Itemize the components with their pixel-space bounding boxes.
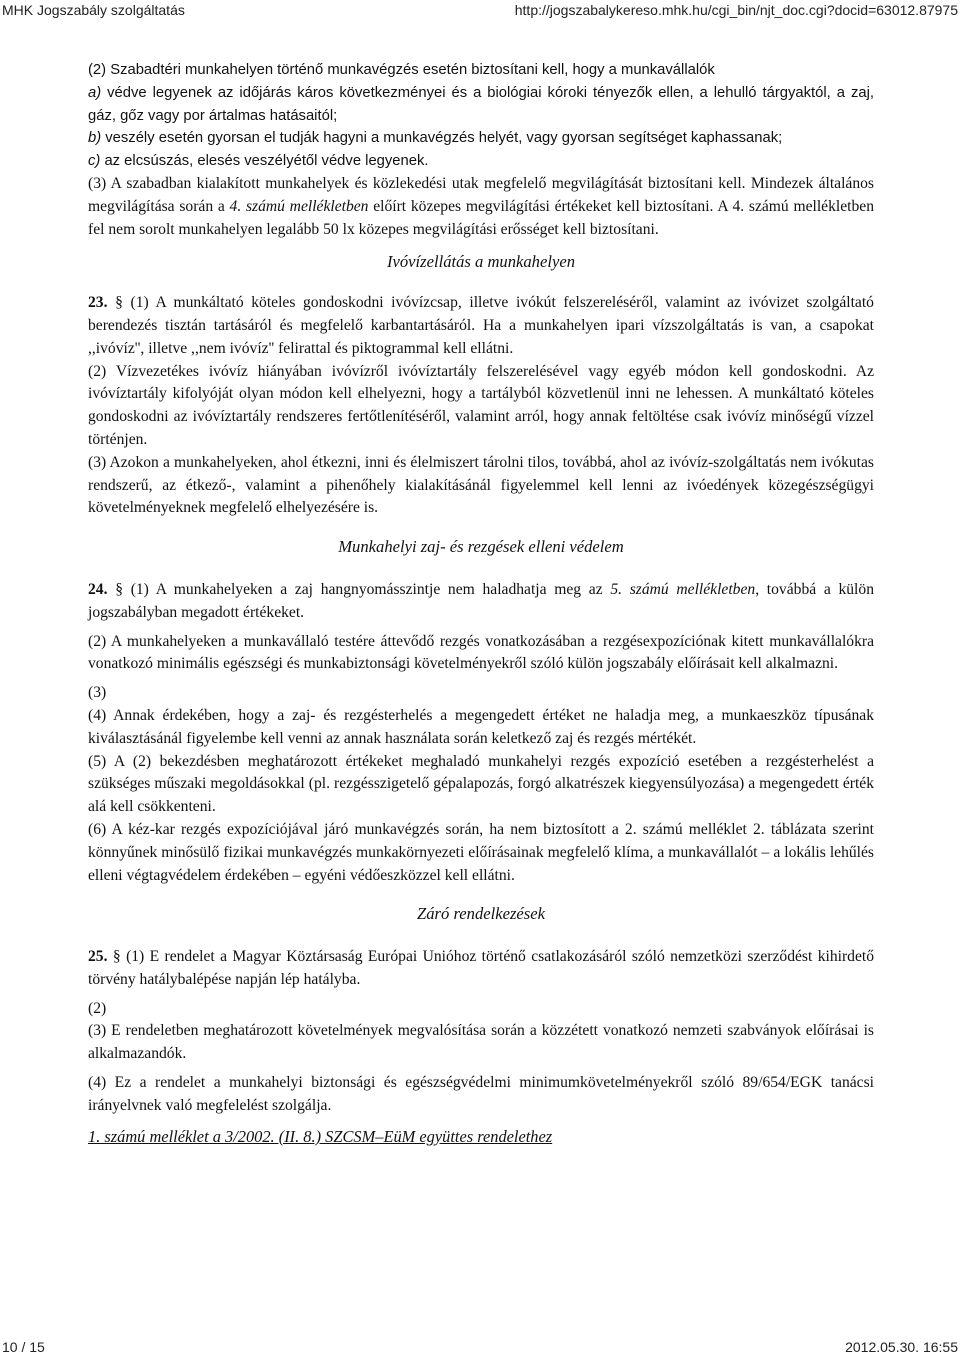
section-25-number: 25.: [88, 948, 108, 966]
section-24-para-4: (4) Annak érdekében, hogy a zaj- és rezgésterhelés a megengedett értéket ne haladja meg, a munkaeszköz típusának kiválasztásánál figyelembe kell venni az annak használata során keletkező zaj és rezgés mértékét.: [88, 706, 874, 747]
section-23-para-2: (2) Vízvezetékes ivóvíz hiányában ivóvízről ivóvíztartály felszerelésével vagy egyéb módon kell gondoskodni. Az ivóvíztartály kifolyóját olyan módon kell elhelyezni, hogy a tartályból közvetlenül inni ne lehessen. A munkáltató köteles gondoskodni az ivóvíztartály rendszeres fertőtlenítéséről, valamint arról, hogy annak feltöltése csak ivóvíz minőségű vízzel történjen.: [88, 362, 874, 448]
section-24-para-2: (2) A munkahelyeken a munkavállaló testére áttevődő rezgés vonatkozásában a rezgésexpozíciónak kitett munkavállalókra vonatkozó minimális egészségi és munkabiztonsági követelményekről szóló külön jogszabály előírásait kell alkalmazni.: [88, 632, 874, 673]
footer-page-number: 10 / 15: [2, 1339, 45, 1355]
section-25-para-3: (3) E rendeletben meghatározott követelmények megvalósítása során a közzétett vonatkozó nemzeti szabványok előírásai is alkalmazandók.: [88, 1022, 874, 1063]
footer-timestamp: 2012.05.30. 16:55: [845, 1339, 958, 1355]
list-text-c: az elcsúszás, elesés veszélyétől védve legyenek.: [100, 153, 429, 170]
section-24-para-6: (6) A kéz-kar rezgés expozíciójával járó munkavégzés során, ha nem biztosított a 2. számú melléklet 2. táblázata szerint könnyűnek minősülő fizikai munkavégzés munkakörnyezeti előírásainak megfelelő klíma, a munkavállalót – a lokális lehűlés elleni végtagvédelem érdekében – egyéni védőeszközzel kell ellátni.: [88, 820, 874, 884]
paragraph-outdoor-intro: (2) Szabadtéri munkahelyen történő munkavégzés esetén biztosítani kell, hogy a munkavállalók: [88, 62, 715, 78]
section-25-text-1: (1) E rendelet a Magyar Köztársaság Európai Unióhoz történő csatlakozásáról szóló nemzetközi szerződést kihirdető törvény hatálybalépése napján lép hatályba.: [88, 948, 875, 988]
section-24-text-1b: , továbbá a külön jogszabályban megadott értékeket.: [88, 580, 874, 621]
section-23-sign: §: [107, 294, 123, 312]
section-24-annex-ref: 5. számú mellékletben: [610, 580, 756, 598]
lighting-text-b: előírt közepes megvilágítási értékeket kell biztosítani. A 4. számú mellékletben fel nem sorolt munkahelyen legalább 50 lx közepes megvilágítási erősséget kell biztosítani.: [88, 197, 874, 238]
lighting-text-a: (3) A szabadban kialakított munkahelyek és közlekedési utak megfelelő megvilágítását biztosítani kell. Mindezek általános megvilágítása során a: [88, 174, 874, 215]
section-25-sign: §: [107, 948, 121, 966]
lighting-annex-ref: 4. számú mellékletben: [229, 197, 369, 215]
section-23-para-3: (3) Azokon a munkahelyeken, ahol étkezni, inni és élelmiszert tárolni tilos, továbbá, ahol az ivóvíz-szolgáltatás nem ivókutas rendszerű, az étkező-, valamint a pihenőhely kialakításánál figyelemmel kell lenni az ivóedények közegészségügyi követelményeknek megfelelő elhelyezésére is.: [88, 453, 874, 517]
list-item-b: [88, 127, 874, 150]
section-heading-closing-provisions: Záró rendelkezések: [417, 904, 545, 924]
list-item-a: [88, 82, 874, 128]
header-site-title: MHK Jogszabály szolgáltatás: [2, 2, 185, 18]
list-label-a: a): [88, 84, 102, 101]
list-label-c: c): [88, 153, 101, 170]
paragraph-lighting: [88, 173, 874, 241]
section-25-para-2: (2): [88, 999, 107, 1017]
section-23-text-1: (1) A munkáltató köteles gondoskodni ivóvízcsap, illetve ivókút felszereléséről, valamint az ivóvizet szolgáltató berendezés tisztán tartásáról és megfelelő karbantartásáról. Ha a munkahelyen ipari vízszolgáltatás is van, a csapokat ,,ivóvíz'', illetve ,,nem ivóvíz'' felirattal és piktogrammal kell ellátni.: [88, 294, 874, 357]
header-url: http://jogszabalykereso.mhk.hu/cgi_bin/njt_doc.cgi?docid=63012.87975: [514, 2, 958, 18]
list-label-b: b): [88, 130, 102, 147]
section-heading-drinking-water: Ivóvízellátás a munkahelyen: [386, 252, 575, 272]
annex-1-heading[interactable]: 1. számú melléklet a 3/2002. (II. 8.) SZCSM–EüM együttes rendelethez: [88, 1126, 553, 1146]
section-heading-noise-vibration: Munkahelyi zaj- és rezgések elleni védelem: [338, 537, 624, 557]
section-25-para-1: [88, 946, 874, 992]
section-23-para-1: [88, 292, 874, 360]
section-24-text-1a: (1) A munkahelyeken a zaj hangnyomásszintje nem haladhatja meg az: [123, 580, 611, 598]
list-item-c: [88, 150, 874, 173]
section-24-para-3: (3): [88, 684, 107, 702]
section-24-sign: §: [107, 580, 123, 598]
list-text-a: védve legyenek az időjárás káros következményei és a biológiai kóroki tényezők ellen, a lehulló tárgyaktól, a zaj, gáz, gőz vagy por ártalmas hatásaitól;: [88, 84, 874, 124]
document-body: [88, 59, 874, 1148]
section-24-para-1: [88, 579, 874, 625]
section-24-number: 24.: [88, 580, 108, 598]
section-23-number: 23.: [88, 294, 108, 312]
page-header: [0, 0, 960, 20]
section-25-para-4: (4) Ez a rendelet a munkahelyi biztonsági és egészségvédelmi minimumkövetelményekről szóló 89/654/EGK tanácsi irányelvnek való megfelelést szolgálja.: [88, 1074, 874, 1114]
page-footer: [0, 1337, 960, 1357]
list-text-b: veszély esetén gyorsan el tudják hagyni a munkavégzés helyét, vagy gyorsan segítséget kaphassanak;: [101, 130, 783, 147]
section-24-para-5: (5) A (2) bekezdésben meghatározott értékeket meghaladó munkahelyi rezgés expozíció esetében a rezgésterhelést a szükséges műszaki megoldásokkal (pl. rezgésszigetelő gépalapozás, forgó alkatrészek kiegyensúlyozása) a megengedett érték alá kell csökkenteni.: [88, 752, 874, 816]
